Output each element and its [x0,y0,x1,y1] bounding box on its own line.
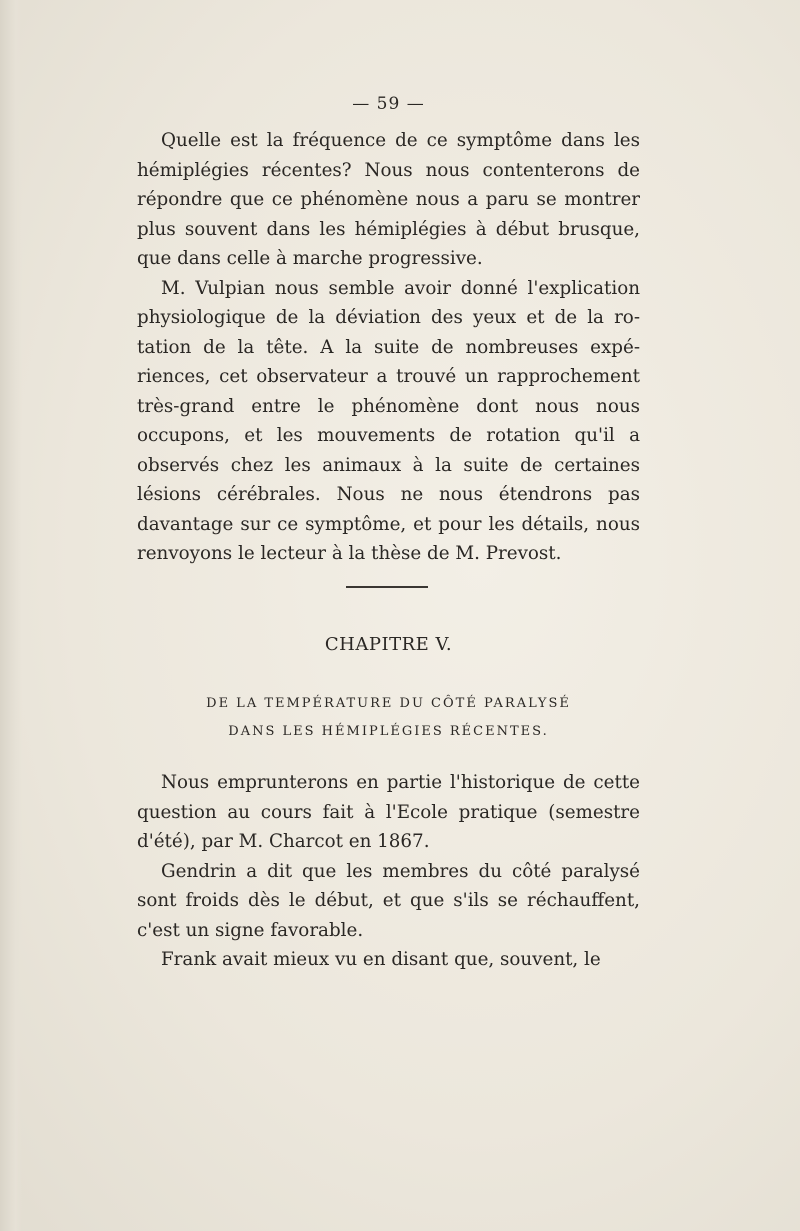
page-gutter-shadow [0,0,22,1231]
section-divider [346,586,428,588]
paragraph: Quelle est la fréquence de ce symptôme dans les hémiplégies récentes? Nous nous contenterons de répondre que ce phénomène nous a paru se montrer plus souvent dans les hémiplégies à début brusque, que dans celle à marche progressive. [137,130,640,269]
chapter-subtitle-line: DANS LES HÉMIPLÉGIES RÉCENTES. [228,724,549,739]
paragraph: Nous emprunterons en partie l'historique de cette question au cours fait à l'Ecole pratique (semestre d'été), par M. Charcot en 1867. [137,772,640,852]
paragraph: Frank avait mieux vu en disant que, souvent, le [161,949,601,970]
text-block-bottom [137,768,640,975]
chapter-title: CHAPITRE V. [324,634,453,655]
text-block-top [137,126,640,569]
page-number: — 59 — [352,94,425,114]
chapter-subtitle-line: DE LA TEMPÉRATURE DU CÔTÉ PARALYSÉ [206,696,571,711]
paragraph: Gendrin a dit que les membres du côté paralysé sont froids dès le début, et que s'ils se réchauffent, c'est un signe favorable. [137,860,640,941]
chapter-subtitle [137,690,640,746]
paragraph: M. Vulpian nous semble avoir donné l'explication physiologique de la déviation des yeux et de la rotation de la tête. A la suite de nombreuses expériences, cet observateur a trouvé un rapprochement très-grand entre le phénomène dont nous nous occupons, et les mouvements de rotation qu'il a observés chez les animaux à la suite de certaines lésions cérébrales. Nous ne nous étendrons pas davantage sur ce symptôme, et pour les détails, nous renvoyons le lecteur à la thèse de M. Prevost. [137,277,640,564]
